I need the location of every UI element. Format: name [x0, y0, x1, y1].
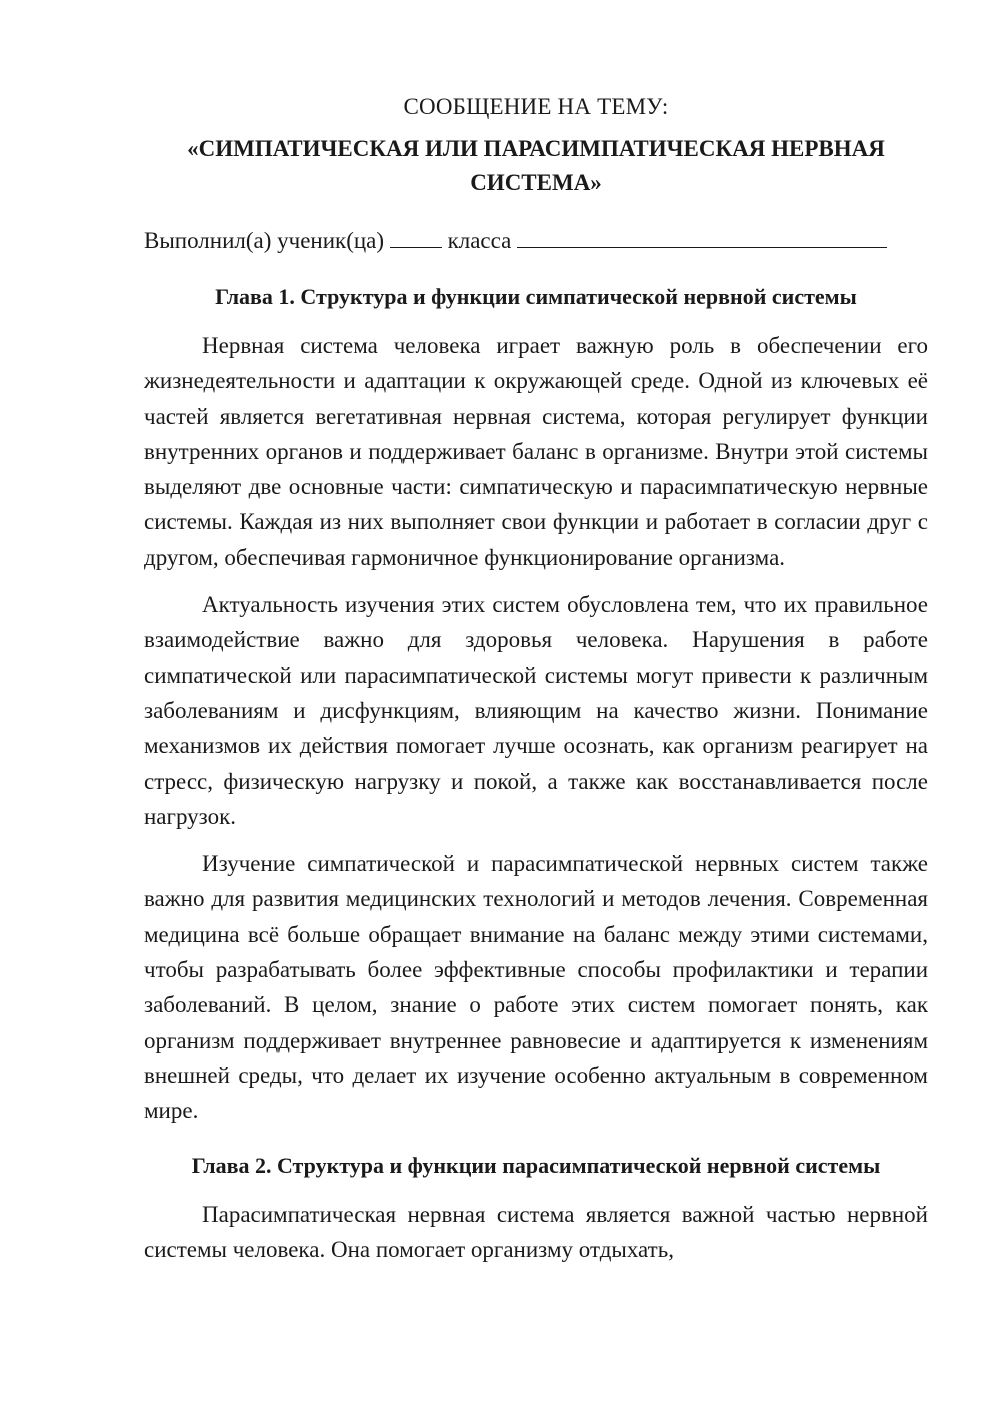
- author-prefix: Выполнил(а) ученик(ца): [144, 228, 385, 253]
- document-title: СООБЩЕНИЕ НА ТЕМУ:: [403, 94, 669, 119]
- class-number-blank: [390, 225, 442, 248]
- chapter-2-paragraph: Парасимпатическая нервная система является важной частью нервной системы человека. Она помогает организму отдыхать,: [144, 1201, 928, 1262]
- document-subject: [144, 132, 928, 200]
- chapter-1-paragraph: Изучение симпатической и парасимпатической нервных систем также важно для развития медицинских технологий и методов лечения. Современная медицина всё больше обращает внимание на баланс между этими системами, чтобы разрабатывать более эффективные способы профилактики и терапии заболеваний. В целом, знание о работе этих систем помогает понять, как организм поддерживает внутреннее равновесие и адаптируется к изменениям внешней среды, что делает их изучение особенно актуальным в современном мире.: [144, 851, 928, 1124]
- document-page: [144, 90, 928, 1267]
- student-name-blank: [517, 225, 887, 248]
- subject-line-1: «СИМПАТИЧЕСКАЯ ИЛИ ПАРАСИМПАТИЧЕСКАЯ НЕРВНАЯ: [187, 136, 885, 161]
- author-line: [144, 224, 928, 258]
- chapter-1-paragraph: Нервная система человека играет важную роль в обеспечении его жизнедеятельности и адаптации к окружающей среде. Одной из ключевых её частей является вегетативная нервная система, которая регулирует функции внутренних органов и поддерживает баланс в организме. Внутри этой системы выделяют две основные части: симпатическую и парасимпатическую нервные системы. Каждая из них выполняет свои функции и работает в согласии друг с другом, обеспечивая гармоничное функционирование организма.: [144, 333, 928, 570]
- subject-line-2: СИСТЕМА»: [470, 170, 602, 195]
- chapter-1-paragraph: Актуальность изучения этих систем обусловлена тем, что их правильное взаимодействие важно для здоровья человека. Нарушения в работе симпатической или парасимпатической системы могут привести к различным заболеваниям и дисфункциям, влияющим на качество жизни. Понимание механизмов их действия помогает лучше осознать, как организм реагирует на стресс, физическую нагрузку и покой, а также как восстанавливается после нагрузок.: [144, 592, 928, 829]
- chapter-2-heading: Глава 2. Структура и функции парасимпатической нервной системы: [191, 1152, 881, 1178]
- author-class-label: класса: [447, 228, 512, 253]
- chapter-1-heading: Глава 1. Структура и функции симпатической нервной системы: [215, 284, 857, 309]
